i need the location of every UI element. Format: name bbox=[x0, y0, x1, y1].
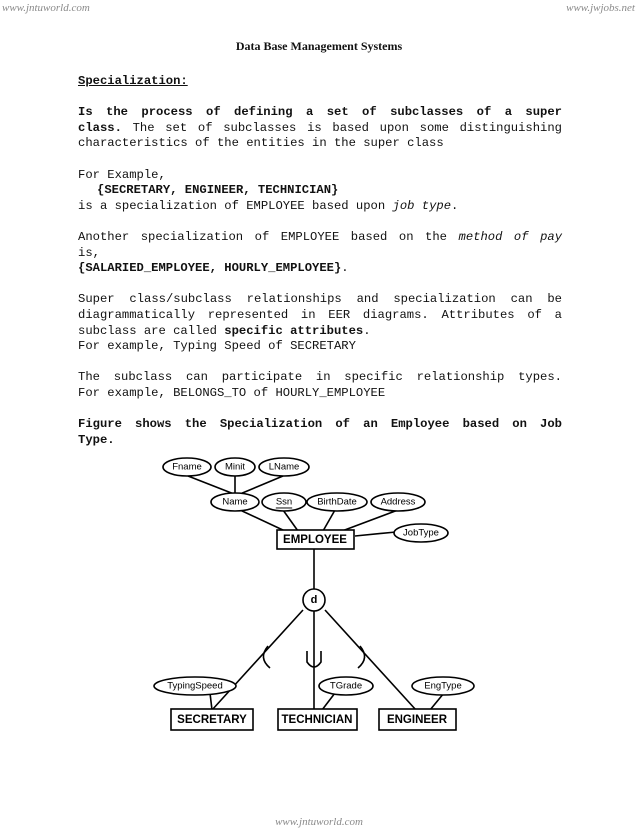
tgrade-connector bbox=[322, 693, 335, 710]
attr-minit-label: Minit bbox=[224, 461, 246, 473]
para3-line-3 bbox=[78, 324, 562, 340]
para3-text-before: subclass are called bbox=[78, 323, 225, 338]
attr-typingspeed-label: TypingSpeed bbox=[167, 680, 223, 692]
document-title: Data Base Management Systems bbox=[235, 39, 403, 53]
circle-to-secretary-line bbox=[212, 610, 303, 710]
attr-jobtype-label: JobType bbox=[403, 527, 439, 539]
example2-line-1 bbox=[78, 230, 562, 246]
lname-connector bbox=[240, 476, 283, 494]
example1-intro: For Example, bbox=[78, 167, 166, 182]
attr-lname-label: LName bbox=[268, 461, 300, 473]
definition-line-2 bbox=[78, 121, 562, 137]
watermark-bottom: www.jntuworld.com bbox=[275, 816, 363, 828]
entity-employee-label: EMPLOYEE bbox=[283, 534, 347, 546]
attr-address-label: Address bbox=[380, 496, 416, 508]
attr-birthdate-label: BirthDate bbox=[317, 496, 357, 508]
watermark-top-left: www.jntuworld.com bbox=[2, 2, 90, 14]
para3-text-after: . bbox=[363, 323, 371, 338]
eer-diagram bbox=[0, 440, 638, 740]
attr-ssn-label: Ssn bbox=[275, 496, 293, 508]
example1-set: {SECRETARY, ENGINEER, TECHNICIAN} bbox=[97, 183, 339, 198]
birthdate-connector bbox=[323, 510, 335, 531]
figure-caption-line-1: Figure shows the Specialization of an Employee based on Job bbox=[78, 417, 562, 432]
para3-line-2: diagrammatically represented in EER diagrams. Attributes of a bbox=[78, 307, 562, 322]
definition-bold-word: class. bbox=[78, 120, 122, 135]
example2-set-line bbox=[78, 261, 562, 277]
typingspeed-connector bbox=[210, 693, 212, 710]
attr-fname-label: Fname bbox=[172, 461, 202, 473]
example2-italic: method of pay bbox=[458, 229, 563, 244]
entity-secretary-label: SECRETARY bbox=[177, 714, 247, 726]
para3-line-1: Super class/subclass relationships and specialization can be bbox=[78, 292, 562, 307]
para4-line-2: For example, BELONGS_TO of HOURLY_EMPLOYEE bbox=[78, 385, 386, 400]
attr-engtype-label: EngType bbox=[424, 680, 462, 692]
example1-text-before: is a specialization of EMPLOYEE based upon bbox=[78, 198, 393, 213]
section-heading: Specialization: bbox=[78, 74, 188, 88]
definition-line-3: characteristics of the entities in the super class bbox=[78, 136, 444, 151]
ssn-connector bbox=[283, 510, 298, 531]
fname-connector bbox=[188, 476, 234, 494]
example2-line-2: is, bbox=[78, 245, 100, 260]
attr-tgrade-label: TGrade bbox=[329, 680, 363, 692]
example1-italic: job type bbox=[392, 198, 452, 213]
watermark-top-right: www.jwjobs.net bbox=[566, 2, 635, 14]
address-connector bbox=[342, 510, 398, 531]
example1-text bbox=[78, 199, 562, 215]
name-connector bbox=[240, 510, 285, 531]
attr-name-label: Name bbox=[222, 496, 248, 508]
entity-technician-label: TECHNICIAN bbox=[281, 714, 353, 726]
entity-engineer-label: ENGINEER bbox=[386, 714, 448, 726]
figure-caption-line-2: Type. bbox=[78, 432, 115, 447]
example2-text-before: Another specialization of EMPLOYEE based on the bbox=[78, 229, 459, 244]
example2-set-after: . bbox=[341, 261, 349, 276]
disjoint-symbol-label: d bbox=[310, 594, 318, 606]
definition-rest: The set of subclasses is based upon some distinguishing bbox=[121, 120, 562, 135]
definition-line-1: Is the process of defining a set of subclasses of a super bbox=[78, 105, 562, 120]
para3-bold-term: specific attributes bbox=[224, 323, 364, 338]
example1-text-after: . bbox=[451, 198, 459, 213]
para3-line-4: For example, Typing Speed of SECRETARY bbox=[78, 339, 356, 354]
document-body bbox=[78, 74, 562, 448]
jobtype-connector bbox=[355, 532, 396, 536]
example2-set: {SALARIED_EMPLOYEE, HOURLY_EMPLOYEE} bbox=[78, 261, 342, 276]
para4-line-1: The subclass can participate in specific relationship types. bbox=[78, 370, 562, 385]
